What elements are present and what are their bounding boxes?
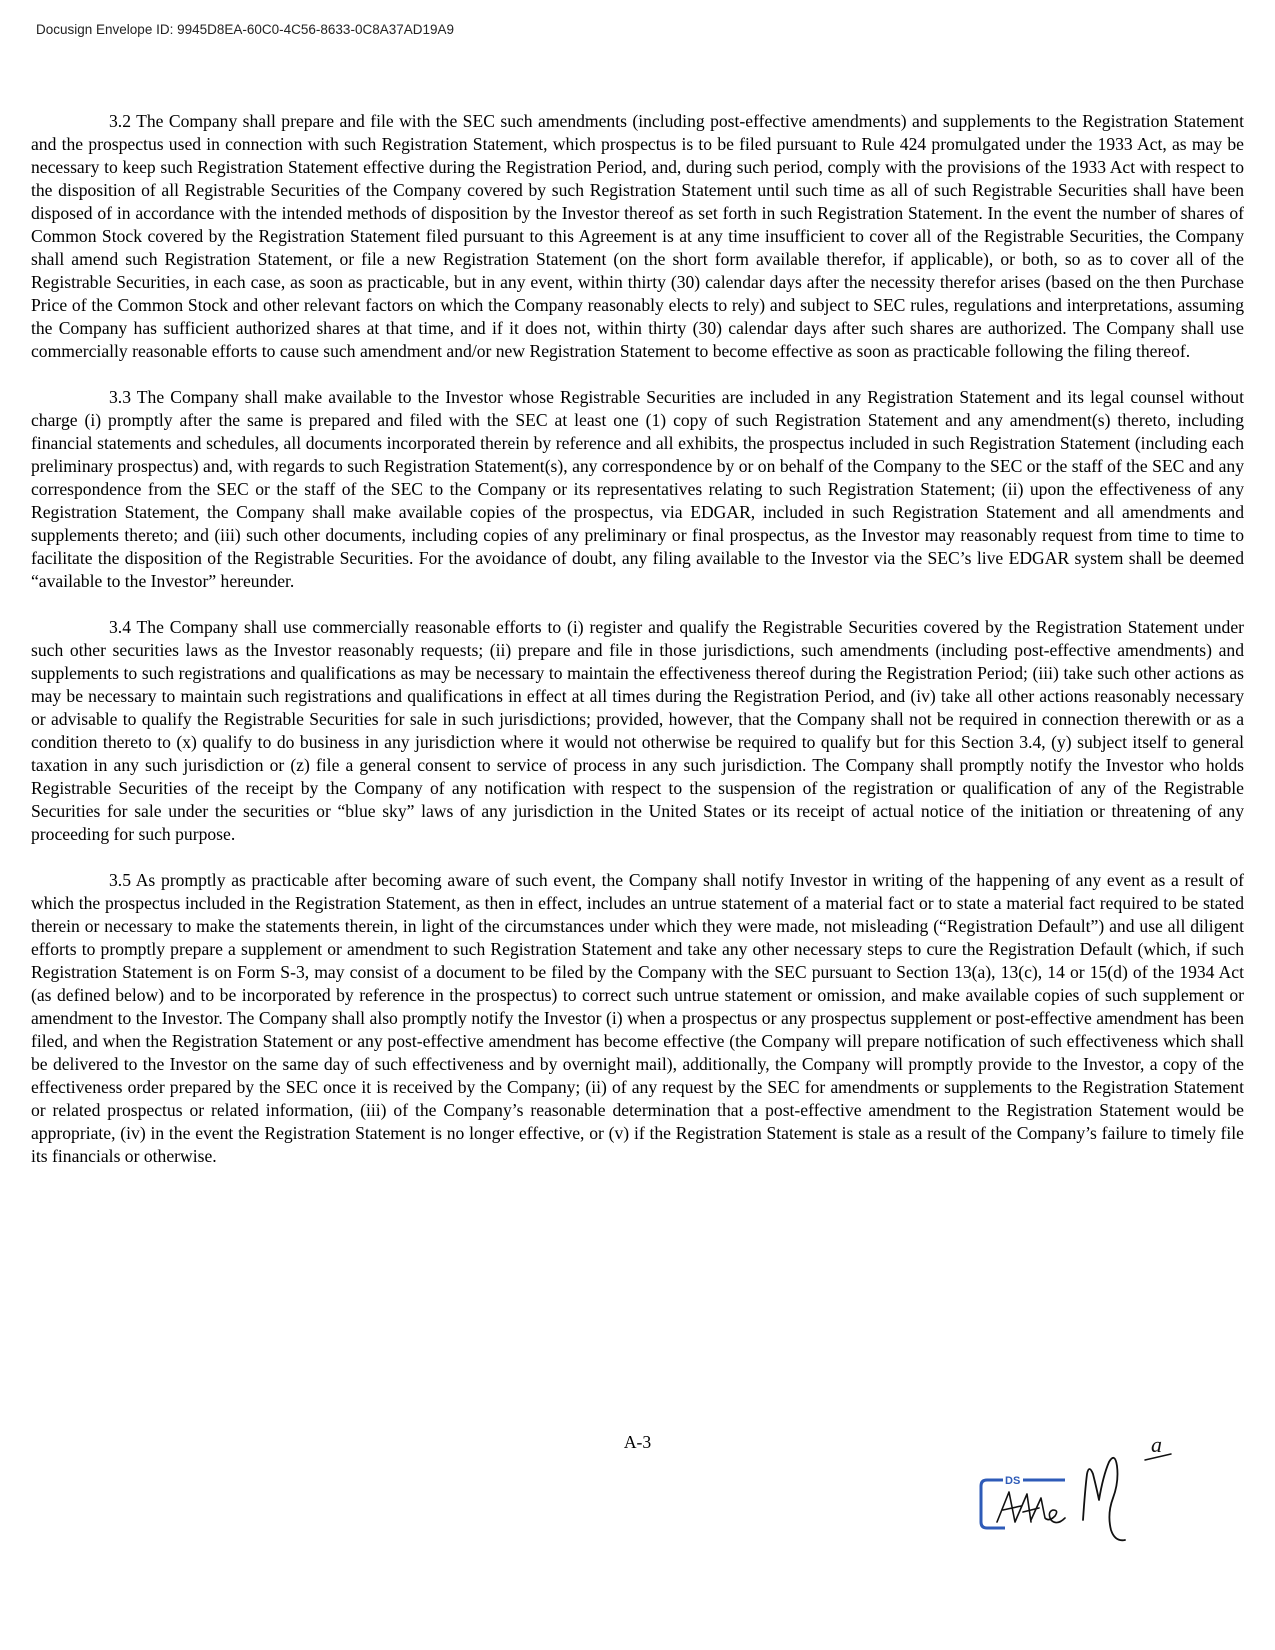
paragraph-3-4: 3.4 The Company shall use commercially reasonable efforts to (i) register and qualify the Registrable Securities covered by the Registration Statement under such other securities laws as the Investor reasonably requests; (ii) prepare and file in those jurisdictions, such amendments (including post-effective amendments) and supplements to such registrations and qualifications as may be necessary to maintain the effectiveness thereof during the Registration Period; (iii) take such other actions as may be necessary to maintain such registrations and qualifications in effect at all times during the Registration Period, and (iv) take all other actions reasonably necessary or advisable to qualify the Registrable Securities for sale in such jurisdictions; provided, however, that the Company shall not be required in connection therewith or as a condition thereto to (x) qualify to do business in any jurisdiction where it would not otherwise be required to qualify but for this Section 3.4, (y) subject itself to general taxation in any such jurisdiction or (z) file a general consent to service of process in any such jurisdiction. The Company shall promptly notify the Investor who holds Registrable Securities of the receipt by the Company of any notification with respect to the suspension of the registration or qualification of any of the Registrable Securities for sale under the securities or “blue sky” laws of any jurisdiction in the United States or its receipt of actual notice of the initiation or threatening of any proceeding for such purpose. (31, 617, 1244, 844)
paragraph-3-3: 3.3 The Company shall make available to the Investor whose Registrable Securities are included in any Registration Statement and its legal counsel without charge (i) promptly after the same is prepared and filed with the SEC at least one (1) copy of such Registration Statement and any amendment(s) thereto, including financial statements and schedules, all documents incorporated therein by reference and all exhibits, the prospectus included in such Registration Statement (including each preliminary prospectus) and, with regards to such Registration Statement(s), any correspondence by or on behalf of the Company to the SEC or the staff of the SEC and any correspondence from the SEC or the staff of the SEC to the Company or its representatives relating to such Registration Statement; (ii) upon the effectiveness of any Registration Statement, the Company shall make available copies of the prospectus, via EDGAR, included in such Registration Statement and all amendments and supplements thereto; and (iii) such other documents, including copies of any preliminary or final prospectus, as the Investor may reasonably request from time to time to facilitate the disposition of the Registrable Securities. For the avoidance of doubt, any filing available to the Investor via the SEC’s live EDGAR system shall be deemed “available to the Investor” hereunder. (31, 387, 1244, 591)
paragraph-3-2: 3.2 The Company shall prepare and file with the SEC such amendments (including post-effective amendments) and supplements to the Registration Statement and the prospectus used in connection with such Registration Statement, which prospectus is to be filed pursuant to Rule 424 promulgated under the 1933 Act, as may be necessary to keep such Registration Statement effective during the Registration Period, and, during such period, comply with the provisions of the 1933 Act with respect to the disposition of all Registrable Securities of the Company covered by such Registration Statement until such time as all of such Registrable Securities shall have been disposed of in accordance with the intended methods of disposition by the Investor thereof as set forth in such Registration Statement. In the event the number of shares of Common Stock covered by the Registration Statement filed pursuant to this Agreement is at any time insufficient to cover all of the Registrable Securities, the Company shall amend such Registration Statement, or file a new Registration Statement (on the short form available therefor, if applicable), or both, so as to cover all of the Registrable Securities, in each case, as soon as practicable, but in any event, within thirty (30) calendar days after the necessity therefor arises (based on the then Purchase Price of the Common Stock and other relevant factors on which the Company reasonably elects to rely) and subject to SEC rules, regulations and interpretations, assuming the Company has sufficient authorized shares at that time, and if it does not, within thirty (30) calendar days after such shares are authorized. The Company shall use commercially reasonable efforts to cause such amendment and/or new Registration Statement to become effective as soon as practicable following the filing thereof. (31, 111, 1244, 361)
initials-scribble-2 (1083, 1458, 1125, 1540)
paragraph-3-5: 3.5 As promptly as practicable after becoming aware of such event, the Company shall notify Investor in writing of the happening of any event as a result of which the prospectus included in the Registration Statement, as then in effect, includes an untrue statement of a material fact or to state a material fact required to be stated therein or necessary to make the statements therein, in light of the circumstances under which they were made, not misleading (“Registration Default”) and use all diligent efforts to promptly prepare a supplement or amendment to such Registration Statement and take any other necessary steps to cure the Registration Default (which, if such Registration Statement is on Form S-3, may consist of a document to be filed by the Company with the SEC pursuant to Section 13(a), 13(c), 14 or 15(d) of the 1934 Act (as defined below) and to be incorporated by reference in the prospectus) to correct such untrue statement or omission, and make available copies of such supplement or amendment to the Investor. The Company shall also promptly notify the Investor (i) when a prospectus or any prospectus supplement or post-effective amendment has been filed, and when the Registration Statement or any post-effective amendment has become effective (the Company will prepare notification of such effectiveness which shall be delivered to the Investor on the same day of such effectiveness and by overnight mail), additionally, the Company will promptly provide to the Investor, a copy of the effectiveness order prepared by the SEC once it is received by the Company; (ii) of any request by the SEC for amendments or supplements to the Registration Statement or related prospectus or related information, (iii) of the Company’s reasonable determination that a post-effective amendment to the Registration Statement would be appropriate, (iv) in the event the Registration Statement is no longer effective, or (v) if the Registration Statement is stale as a result of the Company’s failure to timely file its financials or otherwise. (31, 870, 1244, 1166)
envelope-id: Docusign Envelope ID: 9945D8EA-60C0-4C56-8633-0C8A37AD19A9 (36, 22, 455, 37)
signature-block (975, 1430, 1205, 1550)
initials-scribble-1 (997, 1492, 1065, 1523)
ds-label: DS (1005, 1475, 1021, 1487)
ds-bracket (981, 1480, 1005, 1528)
page-number: A-3 (623, 1432, 652, 1452)
document-body (31, 110, 1244, 1191)
initials-letter: a (1151, 1432, 1162, 1457)
